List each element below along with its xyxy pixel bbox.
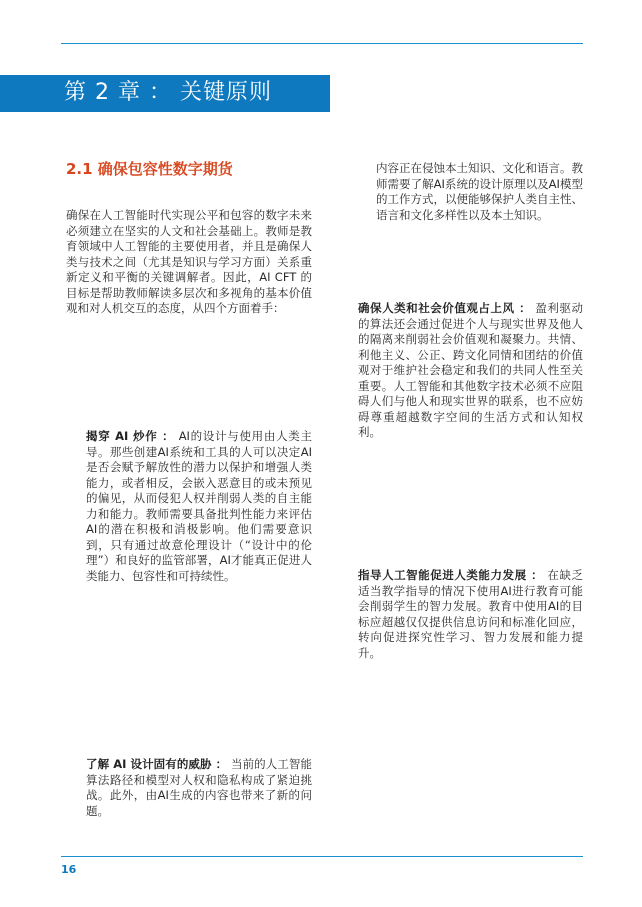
intro-text: 确保在人工智能时代实现公平和包容的数字未来必须建立在坚实的人文和社会基础上。教师是教育领域中人工智能的主要使用者，并且是确保人类与技术之间（尤其是知识与学习方面）关系重新定义和平衡的关键调解者。因此，AI CFT 的目标是帮助教师解读多层次和多视角的基本价值观和对人机交互的态度，从四个方面着手： xyxy=(66,208,312,315)
section-title: 2.1 确保包容性数字期货 xyxy=(66,160,233,178)
point-demystify-ai-hype xyxy=(86,429,312,584)
point-understand-threats xyxy=(86,757,312,819)
point-lead: 确保人类和社会价值观占上风 ： xyxy=(358,301,532,315)
point-human-values xyxy=(358,301,583,441)
point-lead: 指导人工智能促进人类能力发展 ： xyxy=(358,568,544,582)
point-body: AI的设计与使用由人类主导。那些创建AI系统和工具的人可以决定AI是否会赋予解放性的潜力以保护和增强人类能力，或者相反，会嵌入恶意目的或未预见的偏见，从而侵犯人权并削弱人类的自主能力和能力。教师需要具备批判性能力来评估AI的潜在积极和消极影响。他们需要意识到，只有通过故意伦理设计（“设计中的伦理”）和良好的监管部署，AI才能真正促进人类能力、包容性和可持续性。 xyxy=(86,429,312,583)
chapter-title: 第 2 章 ： 关键原则 xyxy=(64,80,272,105)
header-rule xyxy=(61,43,583,44)
point-guide-ai xyxy=(358,568,583,661)
page-number: 16 xyxy=(61,863,77,876)
point-lead: 了解 AI 设计固有的威胁 ： xyxy=(86,757,228,771)
point-body: 在缺乏适当教学指导的情况下使用AI进行教育可能会削弱学生的智力发展。教育中使用AI的目标应超越仅仅提供信息访问和标准化回应，转向促进探究性学习、智力发展和能力提升。 xyxy=(358,568,583,660)
point-lead: 揭穿 AI 炒作 ： xyxy=(86,429,175,443)
point-threats-continued xyxy=(376,161,583,223)
point-body: 盈利驱动的算法还会通过促进个人与现实世界及他人的隔离来削弱社会价值观和凝聚力。共情、利他主义、公正、跨文化同情和团结的价值观对于维护社会稳定和我们的共同人性至关重要。人工智能和其他数字技术必须不应阻碍人们与他人和现实世界的联系，也不应妨碍尊重超越数字空间的生活方式和认知权利。 xyxy=(358,301,583,439)
footer-rule xyxy=(61,856,583,857)
continued-text: 内容正在侵蚀本土知识、文化和语言。教师需要了解AI系统的设计原理以及AI模型的工作方式，以便能够保护人类自主性、语言和文化多样性以及本土知识。 xyxy=(376,161,583,222)
point-body: 当前的人工智能算法路径和模型对人权和隐私构成了紧迫挑战。此外，由AI生成的内容也带来了新的问题。 xyxy=(86,757,312,818)
intro-paragraph xyxy=(66,208,312,317)
